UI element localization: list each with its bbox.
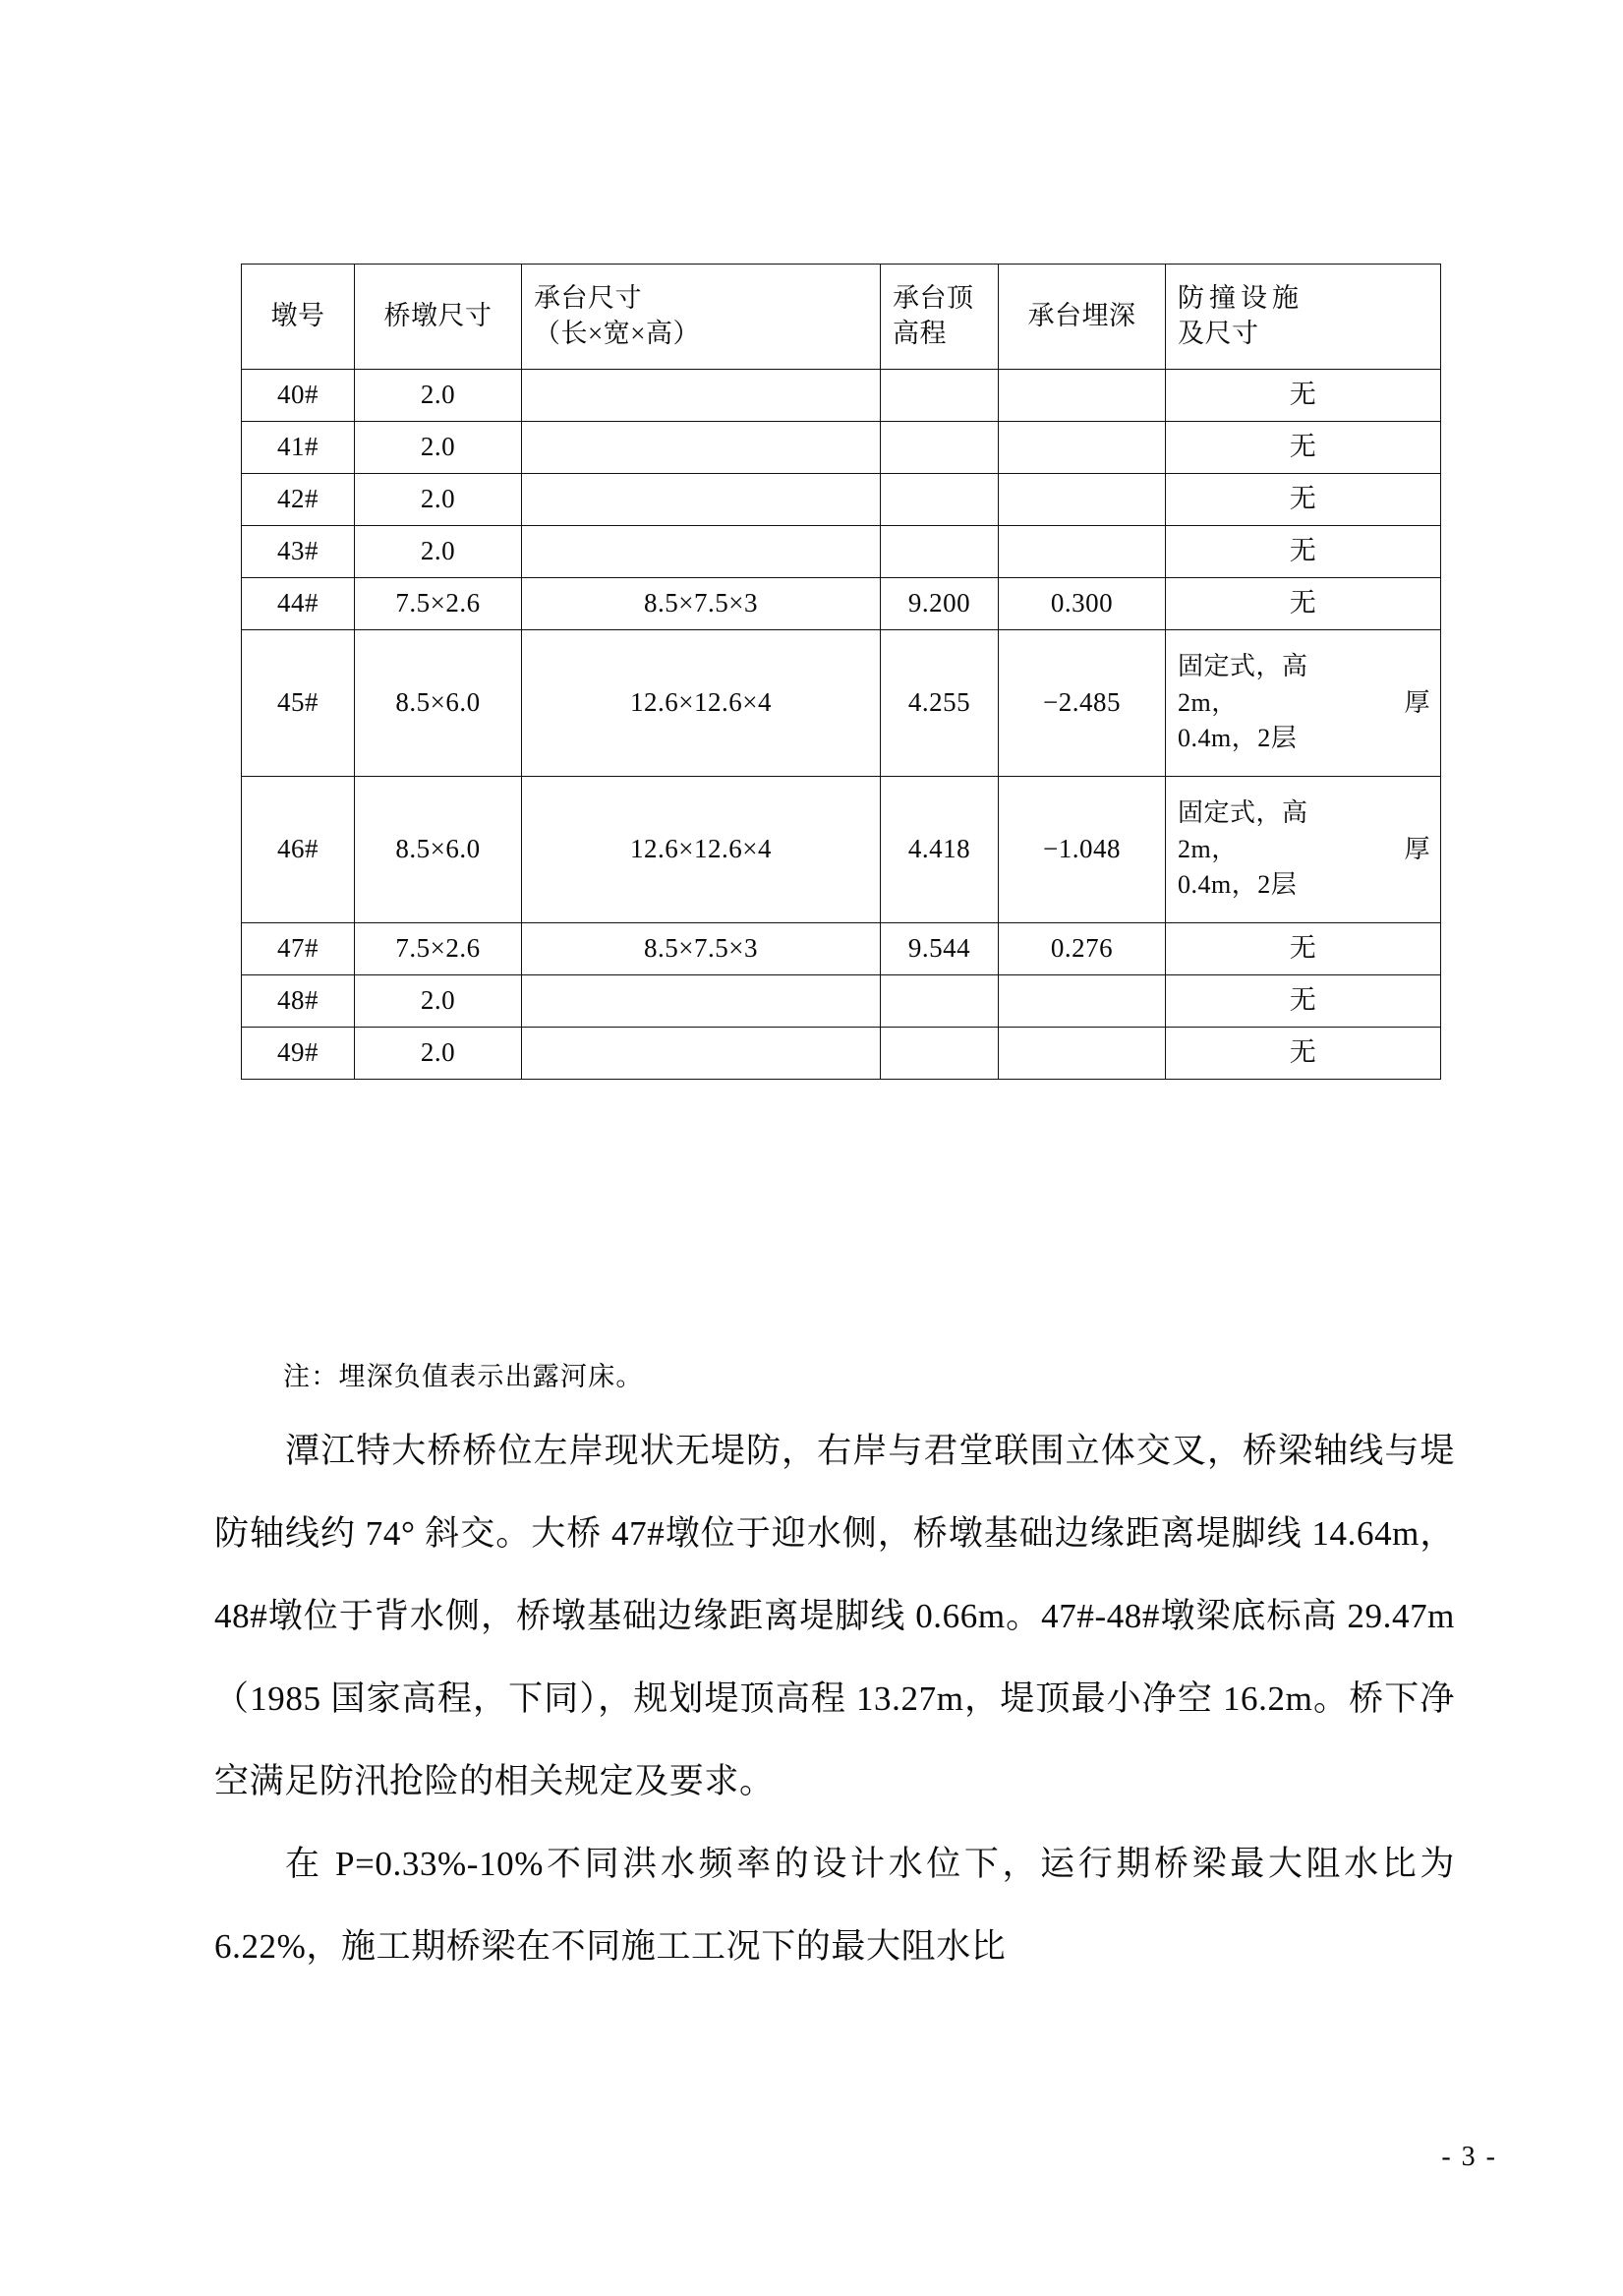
- anti-collision-line: 0.4m，2层: [1178, 724, 1298, 753]
- column-header-pier-size-label: 桥墩尺寸: [383, 301, 493, 331]
- cell-anti-collision: 无: [1166, 526, 1441, 578]
- column-header-pier-no: [242, 265, 355, 370]
- cell-cap-burial-depth: 0.276: [999, 923, 1166, 975]
- cell-cap-burial-depth: 0.300: [999, 578, 1166, 630]
- paragraph-flood-frequency: 在 P=0.33%-10%不同洪水频率的设计水位下，运行期桥梁最大阻水比为 6.22%，施工期桥梁在不同施工工况下的最大阻水比: [214, 1845, 1455, 1966]
- cell-cap-size: 8.5×7.5×3: [522, 578, 881, 630]
- column-header-cap-size: [522, 265, 881, 370]
- cell-cap-size: [522, 1028, 881, 1080]
- anti-collision-text: [1166, 647, 1440, 760]
- cell-anti-collision: 无: [1166, 370, 1441, 422]
- cell-pier-size: 7.5×2.6: [355, 578, 522, 630]
- cell-anti-collision: 无: [1166, 422, 1441, 474]
- cell-anti-collision: 无: [1166, 578, 1441, 630]
- anti-collision-line: 0.4m，2层: [1178, 870, 1298, 900]
- cell-cap-size: 12.6×12.6×4: [522, 630, 881, 777]
- cell-cap-size: [522, 422, 881, 474]
- cell-pier-size: 7.5×2.6: [355, 923, 522, 975]
- cell-pier-size: 2.0: [355, 370, 522, 422]
- anti-collision-segment: 厚: [1404, 834, 1430, 863]
- column-header-anti-collision-label-line1: 防撞设施: [1178, 283, 1304, 314]
- cell-pier-no: 40#: [242, 370, 355, 422]
- cell-pier-no: 48#: [242, 975, 355, 1028]
- column-header-cap-top-label-line1: 承台顶: [893, 283, 974, 314]
- cell-cap-top-elevation: 9.200: [881, 578, 999, 630]
- cell-pier-size: 2.0: [355, 422, 522, 474]
- table-row: [242, 474, 1441, 526]
- cell-pier-no: 45#: [242, 630, 355, 777]
- cell-cap-burial-depth: [999, 422, 1166, 474]
- anti-collision-line: [1178, 832, 1430, 868]
- cell-pier-size: 8.5×6.0: [355, 630, 522, 777]
- anti-collision-line: [1178, 685, 1430, 722]
- cell-cap-top-elevation: 4.418: [881, 777, 999, 923]
- table-row: [242, 578, 1441, 630]
- table-row: [242, 1028, 1441, 1080]
- cell-cap-top-elevation: [881, 474, 999, 526]
- table-row: [242, 777, 1441, 923]
- table-row: [242, 923, 1441, 975]
- column-header-cap-size-label-line1: 承台尺寸: [534, 283, 642, 314]
- cell-cap-burial-depth: [999, 975, 1166, 1028]
- table-row: [242, 370, 1441, 422]
- cell-anti-collision: 无: [1166, 923, 1441, 975]
- cell-cap-size: [522, 975, 881, 1028]
- cell-pier-no: 42#: [242, 474, 355, 526]
- column-header-cap-top-label-line2: 高程: [893, 319, 947, 348]
- cell-anti-collision: [1166, 777, 1441, 923]
- cell-cap-burial-depth: −1.048: [999, 777, 1166, 923]
- cell-cap-top-elevation: [881, 370, 999, 422]
- cell-cap-top-elevation: [881, 526, 999, 578]
- cell-cap-top-elevation: [881, 975, 999, 1028]
- cell-cap-top-elevation: 4.255: [881, 630, 999, 777]
- cell-anti-collision: 无: [1166, 1028, 1441, 1080]
- anti-collision-segment: 厚: [1404, 687, 1430, 717]
- column-header-pier-size: [355, 265, 522, 370]
- cell-pier-no: 41#: [242, 422, 355, 474]
- cell-anti-collision: 无: [1166, 975, 1441, 1028]
- cell-cap-burial-depth: −2.485: [999, 630, 1166, 777]
- anti-collision-segment: 2m，: [1178, 834, 1238, 863]
- cell-cap-top-elevation: [881, 422, 999, 474]
- column-header-pier-no-label: 墩号: [270, 301, 325, 331]
- cell-anti-collision: 无: [1166, 474, 1441, 526]
- cell-cap-size: 12.6×12.6×4: [522, 777, 881, 923]
- anti-collision-text: [1166, 794, 1440, 907]
- cell-cap-size: [522, 474, 881, 526]
- column-header-cap-top-elevation: [881, 265, 999, 370]
- anti-collision-line: 固定式，高: [1178, 651, 1308, 680]
- table-body: [242, 370, 1441, 1080]
- column-header-cap-size-label-line2: （长×宽×高）: [534, 319, 700, 348]
- cell-pier-no: 49#: [242, 1028, 355, 1080]
- cell-cap-size: [522, 526, 881, 578]
- cell-anti-collision: [1166, 630, 1441, 777]
- body-text-block: [214, 1410, 1455, 1988]
- cell-pier-size: 2.0: [355, 975, 522, 1028]
- cell-pier-no: 46#: [242, 777, 355, 923]
- cell-pier-no: 44#: [242, 578, 355, 630]
- pier-parameters-table: [241, 264, 1441, 1080]
- table-note: 注：埋深负值表示出露河床。: [283, 1362, 644, 1391]
- column-header-anti-collision-label-line2: 及尺寸: [1178, 319, 1259, 348]
- cell-cap-top-elevation: 9.544: [881, 923, 999, 975]
- cell-cap-burial-depth: [999, 526, 1166, 578]
- table-header: [242, 265, 1441, 370]
- cell-pier-size: 2.0: [355, 526, 522, 578]
- pier-parameters-table-container: [241, 264, 1440, 1080]
- table-row: [242, 975, 1441, 1028]
- cell-cap-top-elevation: [881, 1028, 999, 1080]
- table-row: [242, 630, 1441, 777]
- page-number: - 3 -: [1441, 2142, 1497, 2172]
- cell-pier-no: 43#: [242, 526, 355, 578]
- cell-cap-burial-depth: [999, 370, 1166, 422]
- paragraph-bridge-description: 潭江特大桥桥位左岸现状无堤防，右岸与君堂联围立体交叉，桥梁轴线与堤防轴线约 74° 斜交。大桥 47#墩位于迎水侧，桥墩基础边缘距离堤脚线 14.64m，48#墩位于背水侧，桥墩基础边缘距离堤脚线 0.66m。47#-48#墩梁底标高 29.47m（1985 国家高程，下同），规划堤顶高程 13.27m，堤顶最小净空 16.2m。桥下净空满足防汛抢险的相关规定及要求。: [214, 1432, 1455, 1800]
- anti-collision-segment: 2m，: [1178, 687, 1238, 717]
- cell-cap-burial-depth: [999, 1028, 1166, 1080]
- cell-pier-size: 2.0: [355, 474, 522, 526]
- table-header-row: [242, 265, 1441, 370]
- anti-collision-line: 固定式，高: [1178, 797, 1308, 827]
- column-header-cap-burial-depth: [999, 265, 1166, 370]
- cell-pier-size: 2.0: [355, 1028, 522, 1080]
- cell-cap-size: [522, 370, 881, 422]
- table-row: [242, 526, 1441, 578]
- cell-cap-size: 8.5×7.5×3: [522, 923, 881, 975]
- cell-cap-burial-depth: [999, 474, 1166, 526]
- column-header-anti-collision: [1166, 265, 1441, 370]
- cell-pier-no: 47#: [242, 923, 355, 975]
- table-row: [242, 422, 1441, 474]
- cell-pier-size: 8.5×6.0: [355, 777, 522, 923]
- column-header-cap-depth-label: 承台埋深: [1027, 301, 1136, 331]
